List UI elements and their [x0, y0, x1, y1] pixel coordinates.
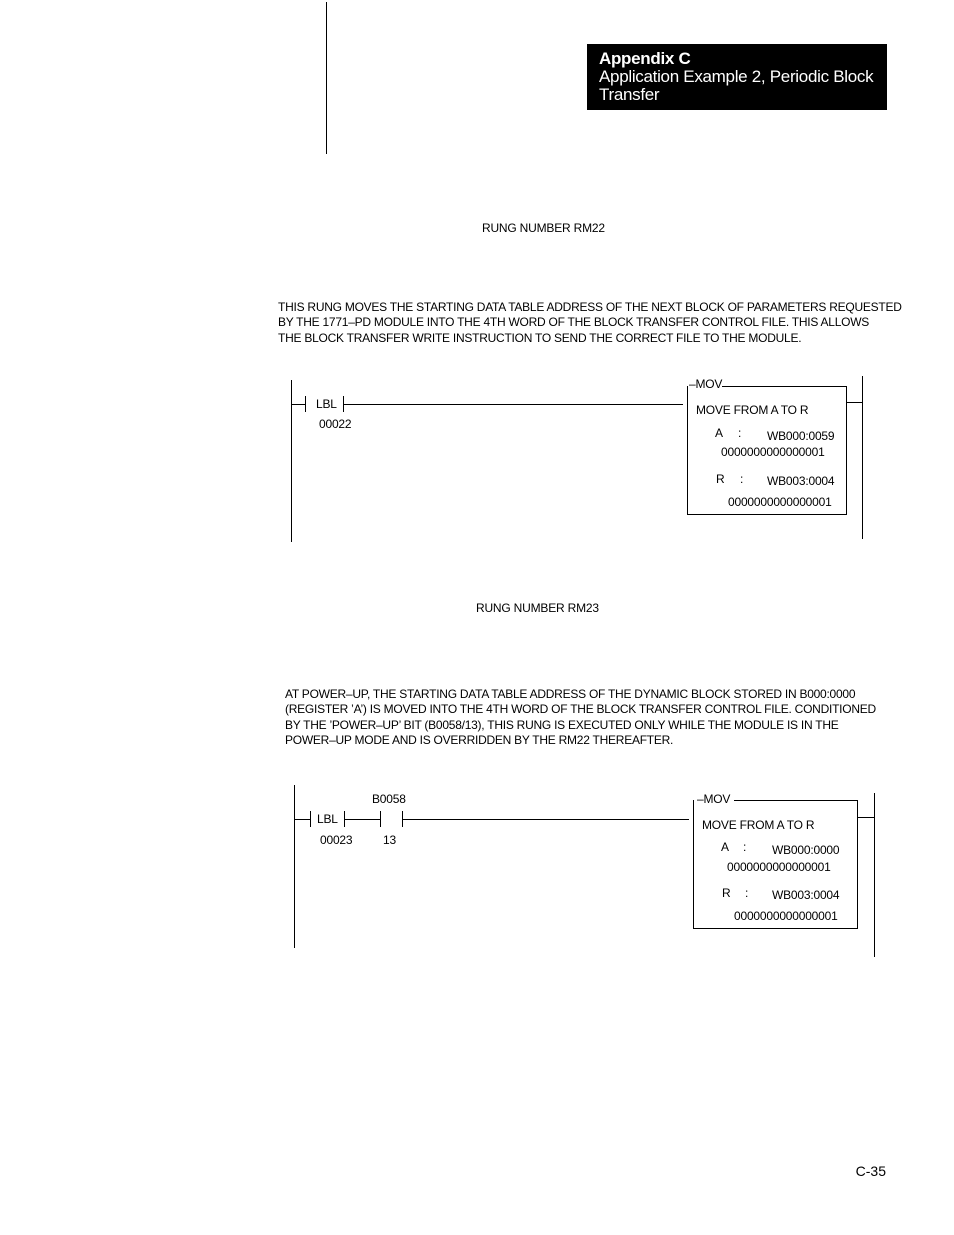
- label-instruction: LBL: [316, 397, 337, 411]
- appendix-label: Appendix C: [599, 49, 691, 68]
- mov-source-colon: :: [743, 840, 747, 854]
- right-power-rail: [874, 793, 875, 957]
- mov-box-left-edge: [693, 800, 694, 929]
- mov-box-bottom-edge: [693, 928, 858, 929]
- mov-source-label: A: [721, 840, 729, 854]
- rung-title-rm22: RUNG NUMBER RM22: [482, 221, 605, 235]
- description-line: BY THE 1771–PD MODULE INTO THE 4TH WORD OF THE BLOCK TRANSFER CONTROL FILE. THIS ALLOWS: [278, 315, 870, 330]
- mov-destination-address: WB003:0004: [772, 888, 840, 902]
- appendix-header: [587, 44, 887, 110]
- mov-box-right-edge: [846, 386, 847, 515]
- description-line: BY THE ’POWER–UP’ BIT (B0058/13), THIS RUNG IS EXECUTED ONLY WHILE THE MODULE IS IN THE: [285, 717, 839, 732]
- mov-box-bottom-edge: [687, 514, 847, 515]
- rung-description-rm22: [278, 300, 902, 346]
- mov-destination-value: 0000000000000001: [734, 909, 838, 923]
- rung-wire: [291, 404, 305, 405]
- rung-wire-output: [846, 402, 862, 403]
- mov-destination-label: R: [722, 886, 731, 900]
- rung-title-rm23: RUNG NUMBER RM23: [476, 601, 599, 615]
- mov-source-label: A: [715, 426, 723, 440]
- description-line: POWER–UP MODE AND IS OVERRIDDEN BY THE RM22 THEREAFTER.: [285, 732, 674, 747]
- rung-description-rm23: [285, 687, 876, 748]
- label-number: 00023: [320, 833, 353, 847]
- description-line: AT POWER–UP, THE STARTING DATA TABLE ADDRESS OF THE DYNAMIC BLOCK STORED IN B000:0000: [285, 687, 856, 701]
- mov-box-right-edge: [857, 800, 858, 929]
- mov-tag: –MOV: [697, 792, 731, 806]
- mov-source-value: 0000000000000001: [727, 860, 831, 874]
- mov-destination-colon: :: [745, 886, 749, 900]
- left-power-rail: [294, 785, 295, 948]
- appendix-title-line1: Application Example 2, Periodic Block: [599, 67, 874, 86]
- right-power-rail: [862, 376, 863, 539]
- rung-wire-output: [857, 817, 874, 818]
- mov-source-colon: :: [738, 426, 742, 440]
- mov-destination-address: WB003:0004: [767, 474, 835, 488]
- mov-destination-colon: :: [740, 472, 744, 486]
- mov-source-address: WB000:0059: [767, 429, 835, 443]
- contact-left-bar: [380, 811, 381, 827]
- contact-bit: 13: [383, 833, 396, 847]
- mov-box-left-edge: [687, 386, 688, 515]
- label-number: 00022: [319, 417, 352, 431]
- mov-destination-value: 0000000000000001: [728, 495, 832, 509]
- label-bracket-left: [310, 811, 311, 827]
- mov-box-top-edge: [734, 800, 857, 801]
- mov-caption: MOVE FROM A TO R: [696, 403, 809, 417]
- mov-tag: –MOV: [689, 377, 723, 391]
- description-line: THIS RUNG MOVES THE STARTING DATA TABLE ADDRESS OF THE NEXT BLOCK OF PARAMETERS REQUESTED: [278, 300, 902, 314]
- description-line: (REGISTER ’A’) IS MOVED INTO THE 4TH WORD OF THE BLOCK TRANSFER CONTROL FILE. CONDITIONED: [285, 702, 876, 717]
- rung-wire: [343, 404, 683, 405]
- mov-box-top-edge: [722, 386, 846, 387]
- description-line: THE BLOCK TRANSFER WRITE INSTRUCTION TO SEND THE CORRECT FILE TO THE MODULE.: [278, 330, 802, 345]
- label-instruction: LBL: [317, 812, 338, 826]
- rung-wire: [402, 819, 689, 820]
- rung-wire: [344, 819, 380, 820]
- appendix-title-line2: Transfer: [599, 85, 660, 104]
- mov-source-address: WB000:0000: [772, 843, 840, 857]
- mov-destination-label: R: [716, 472, 725, 486]
- page-number: C-35: [855, 1163, 886, 1179]
- mov-caption: MOVE FROM A TO R: [702, 818, 815, 832]
- margin-rule: [326, 2, 327, 154]
- label-bracket-left: [305, 396, 306, 412]
- rung-wire: [294, 819, 310, 820]
- contact-address: B0058: [372, 792, 406, 806]
- mov-source-value: 0000000000000001: [721, 445, 825, 459]
